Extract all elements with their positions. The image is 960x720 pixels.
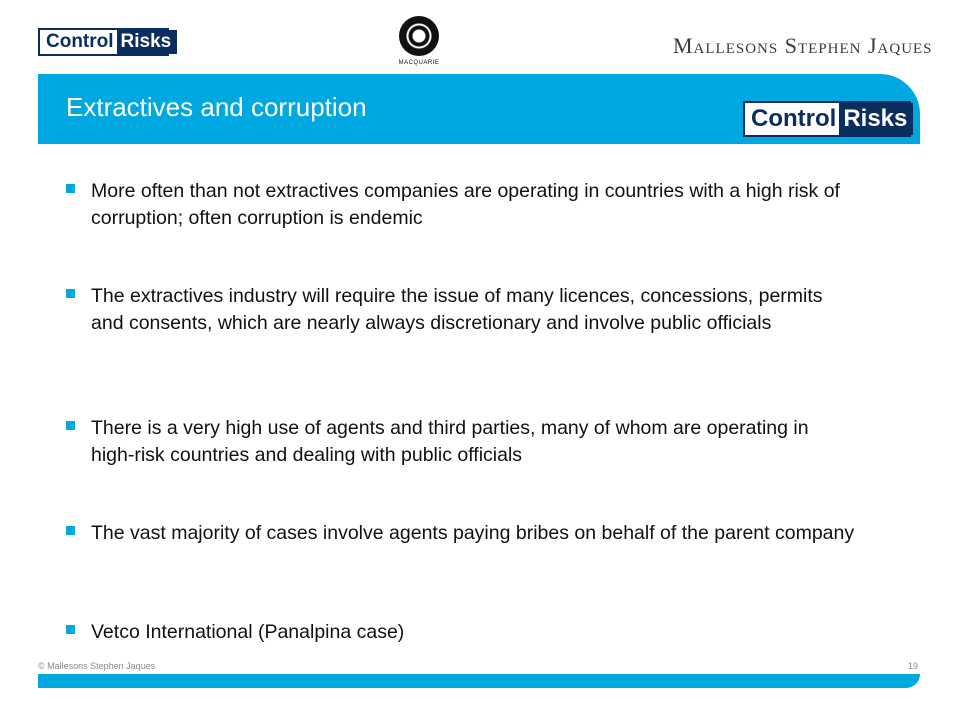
control-risks-logo-right-text: Risks	[839, 103, 913, 135]
bullet-square-icon	[66, 289, 75, 298]
control-risks-logo-title	[743, 101, 911, 137]
bullet-square-icon	[66, 184, 75, 193]
bullet-text: Vetco International (Panalpina case)	[91, 621, 405, 643]
bullet-square-icon	[66, 421, 75, 430]
mallesons-logo: Mallesons Stephen Jaques	[673, 33, 933, 58]
bullet-text: The vast majority of cases involve agents paying bribes on behalf of the parent company	[91, 522, 855, 544]
page-number: 19	[908, 661, 919, 671]
control-risks-logo-right-text: Risks	[117, 30, 178, 54]
control-risks-logo-left-text: Control	[46, 31, 114, 52]
control-risks-logo-top	[38, 28, 172, 56]
control-risks-logo-left-text: Control	[751, 105, 837, 132]
footer-copyright: © Mallesons Stephen Jaques	[38, 661, 156, 671]
bullet-square-icon	[66, 625, 75, 634]
bullet-text: The extractives industry will require the issue of many licences, concessions, permits and consents, which are nearly always discretionary and involve public officials	[91, 285, 823, 334]
footer-bar	[38, 674, 920, 688]
bullet-text: More often than not extractives companies are operating in countries with a high risk of corruption; often corruption is endemic	[91, 180, 840, 229]
slide-title: Extractives and corruption	[66, 92, 367, 122]
macquarie-logo	[393, 16, 445, 72]
macquarie-emblem-icon	[399, 16, 439, 56]
macquarie-logo-text: MACQUARIE	[398, 60, 440, 66]
bullet-text: There is a very high use of agents and third parties, many of whom are operating in high-risk countries and dealing with public officials	[91, 417, 809, 466]
bullet-square-icon	[66, 526, 75, 535]
